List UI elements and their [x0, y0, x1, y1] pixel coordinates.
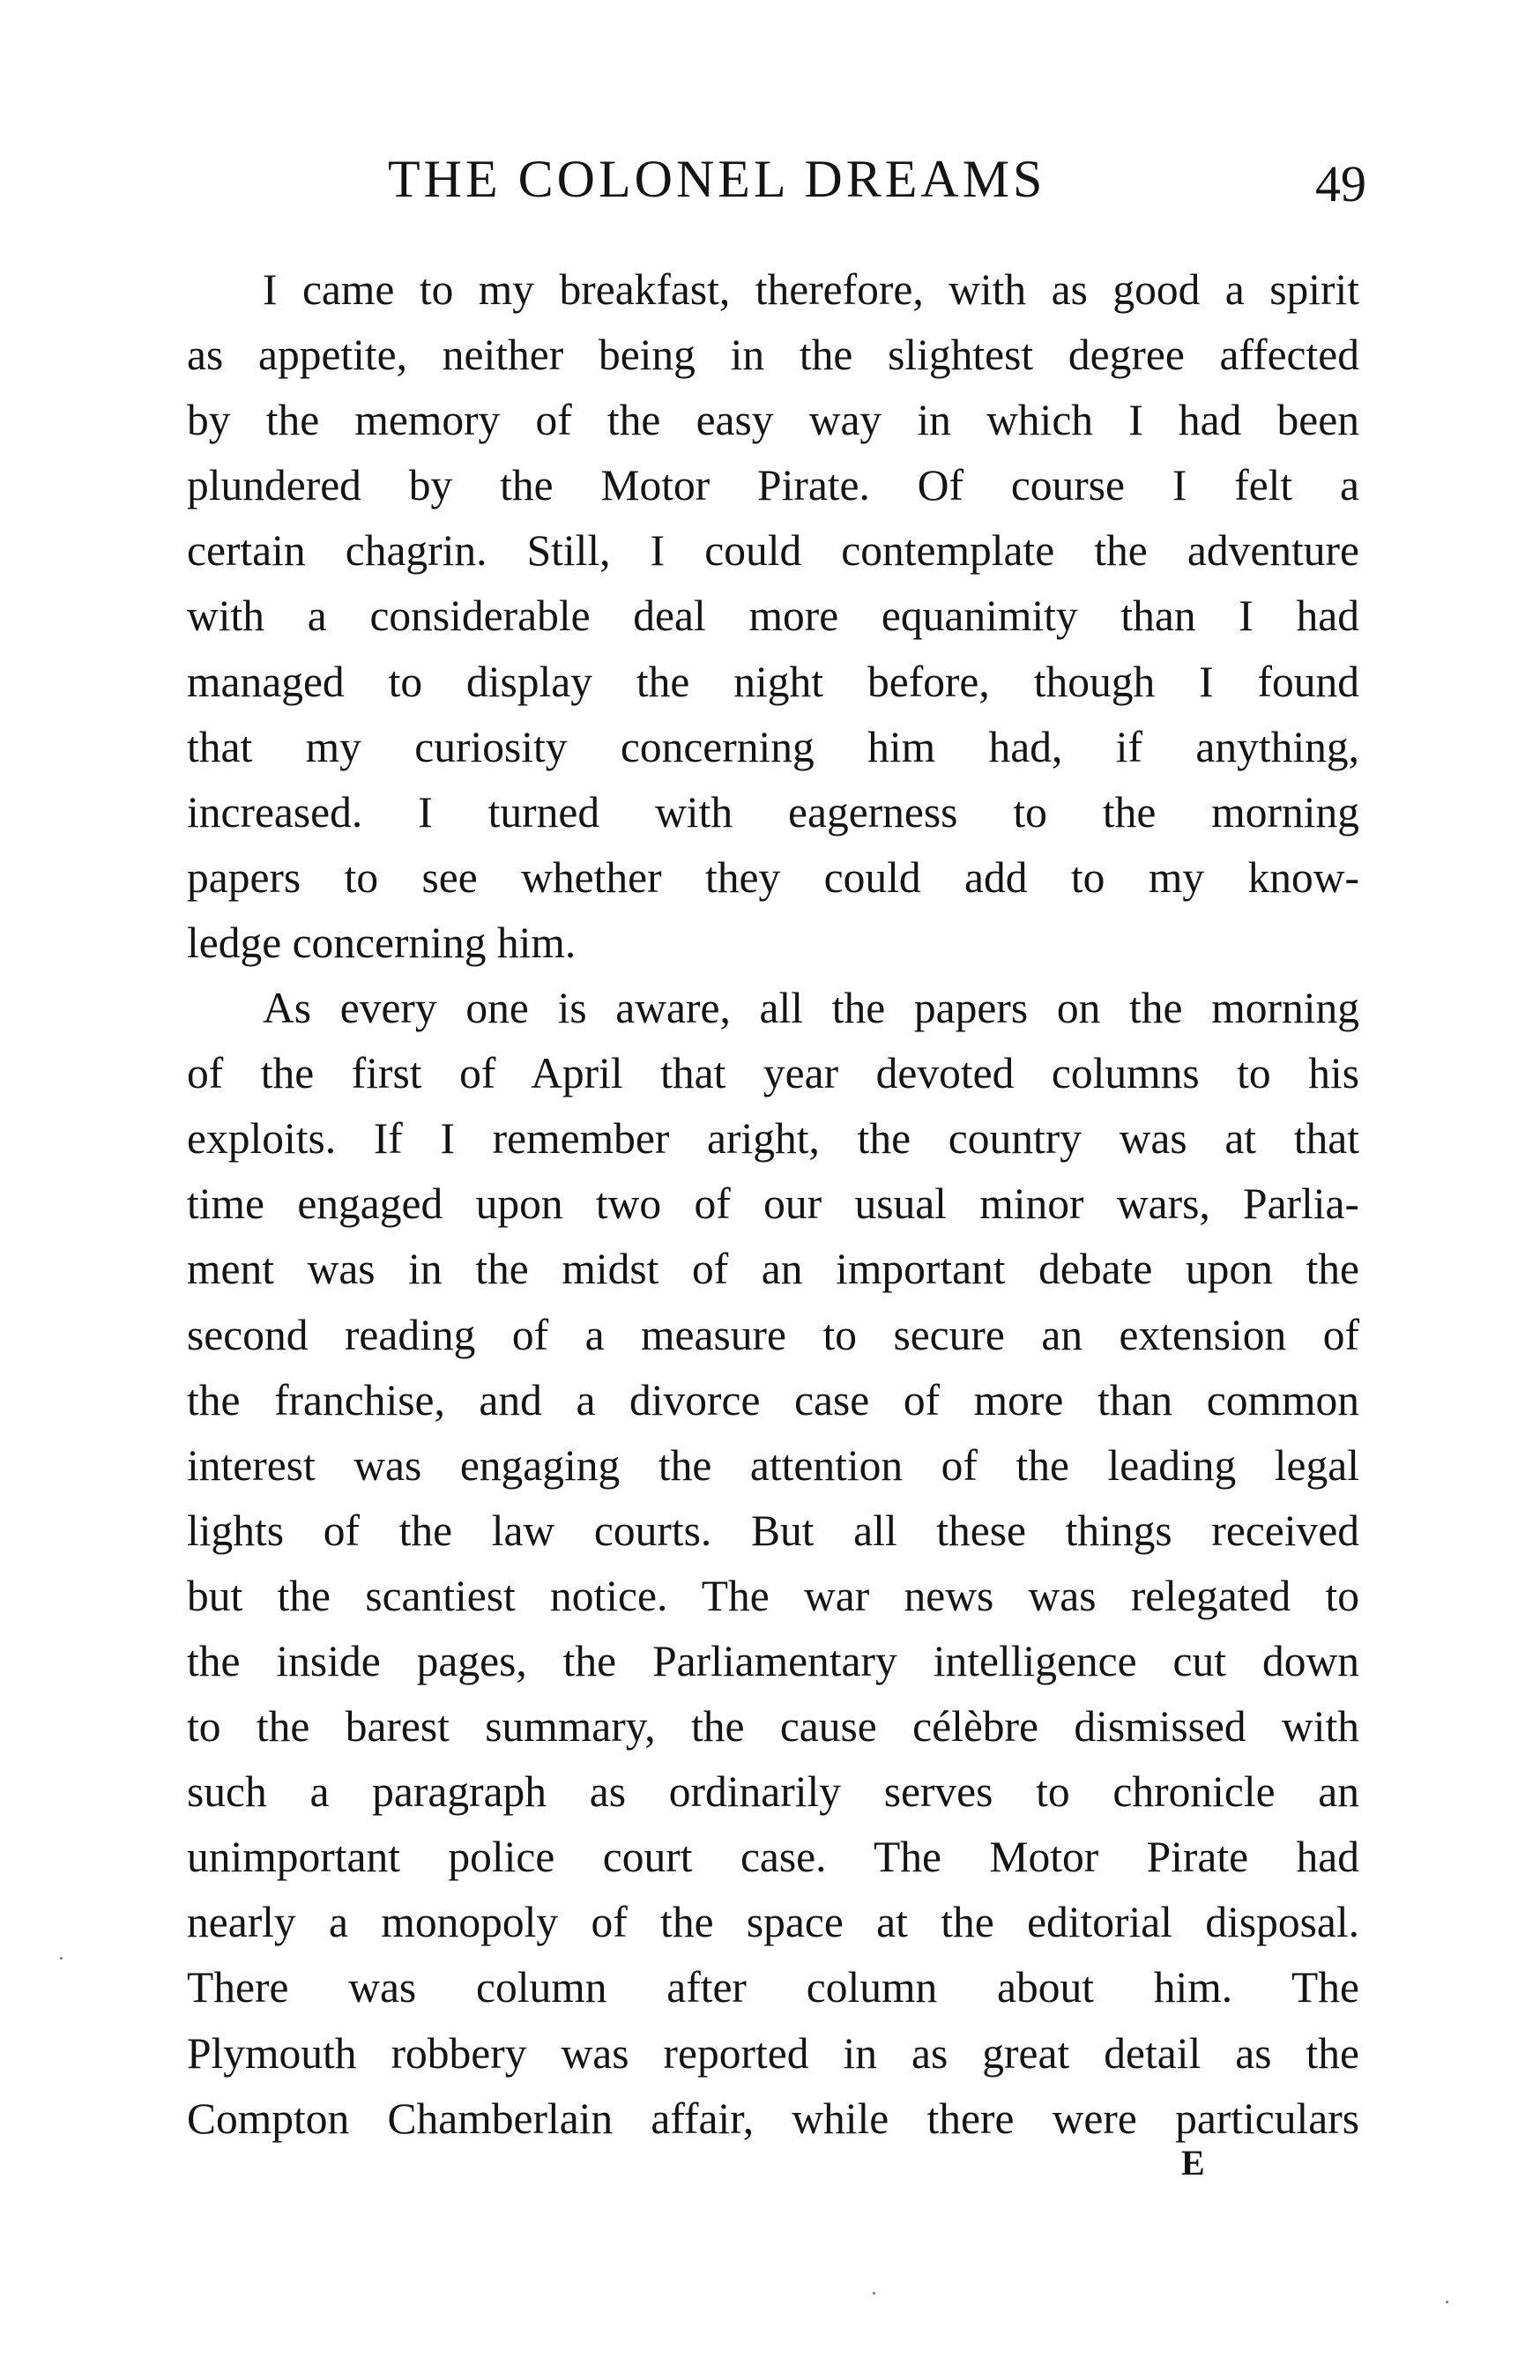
- text-line: second reading of a measure to secure an extension of: [187, 1310, 1359, 1359]
- text-line: managed to display the night before, though I found: [187, 657, 1359, 706]
- text-line: Plymouth robbery was reported in as great detail as the: [187, 2028, 1359, 2078]
- text-line: to the barest summary, the cause célèbre dismissed with: [187, 1702, 1359, 1752]
- text-line: Compton Chamberlain affair, while there were particulars: [187, 2094, 1359, 2143]
- body-text: [187, 257, 1359, 2152]
- text-line: There was column after column about him. The: [187, 1963, 1359, 2012]
- signature-mark: E: [1181, 2143, 1205, 2183]
- text-line: ment was in the midst of an important debate upon the: [187, 1245, 1359, 1294]
- text-line: but the scantiest notice. The war news was relegated to: [187, 1571, 1359, 1620]
- text-line: that my curiosity concerning him had, if anything,: [187, 722, 1359, 771]
- text-line: interest was engaging the attention of the leading legal: [187, 1440, 1359, 1490]
- text-line: ledge concerning him.: [187, 918, 577, 967]
- text-line: such a paragraph as ordinarily serves to chronicle an: [187, 1767, 1359, 1817]
- text-line: papers to see whether they could add to my know-: [187, 852, 1359, 902]
- text-line: time engaged upon two of our usual minor wars, Parlia-: [187, 1179, 1359, 1229]
- text-line: lights of the law courts. But all these things received: [187, 1506, 1359, 1555]
- text-line: as appetite, neither being in the slightest degree affected: [187, 331, 1359, 380]
- text-line: increased. I turned with eagerness to the morning: [187, 787, 1359, 837]
- text-line: nearly a monopoly of the space at the editorial disposal.: [187, 1898, 1359, 1947]
- text-line: with a considerable deal more equanimity than I had: [187, 591, 1359, 641]
- text-line: the franchise, and a divorce case of more than common: [187, 1375, 1359, 1424]
- text-line: As every one is aware, all the papers on the morning: [263, 984, 1359, 1033]
- text-line: I came to my breakfast, therefore, with as good a spirit: [263, 265, 1359, 314]
- text-line: plundered by the Motor Pirate. Of course I felt a: [187, 461, 1359, 510]
- print-speck: [873, 2292, 875, 2294]
- print-speck: [60, 1957, 63, 1960]
- text-line: exploits. If I remember aright, the country was at that: [187, 1114, 1359, 1164]
- text-line: unimportant police court case. The Motor Pirate had: [187, 1833, 1359, 1882]
- text-line: certain chagrin. Still, I could contemplate the adventure: [187, 526, 1359, 576]
- page-number: 49: [1315, 155, 1366, 212]
- text-line: of the first of April that year devoted columns to his: [187, 1049, 1359, 1098]
- text-line: the inside pages, the Parliamentary intelligence cut down: [187, 1636, 1359, 1685]
- text-line: by the memory of the easy way in which I had been: [187, 396, 1359, 445]
- print-speck: [1446, 2301, 1448, 2303]
- running-head: [185, 148, 1366, 210]
- chapter-title: THE COLONEL DREAMS: [388, 150, 1046, 208]
